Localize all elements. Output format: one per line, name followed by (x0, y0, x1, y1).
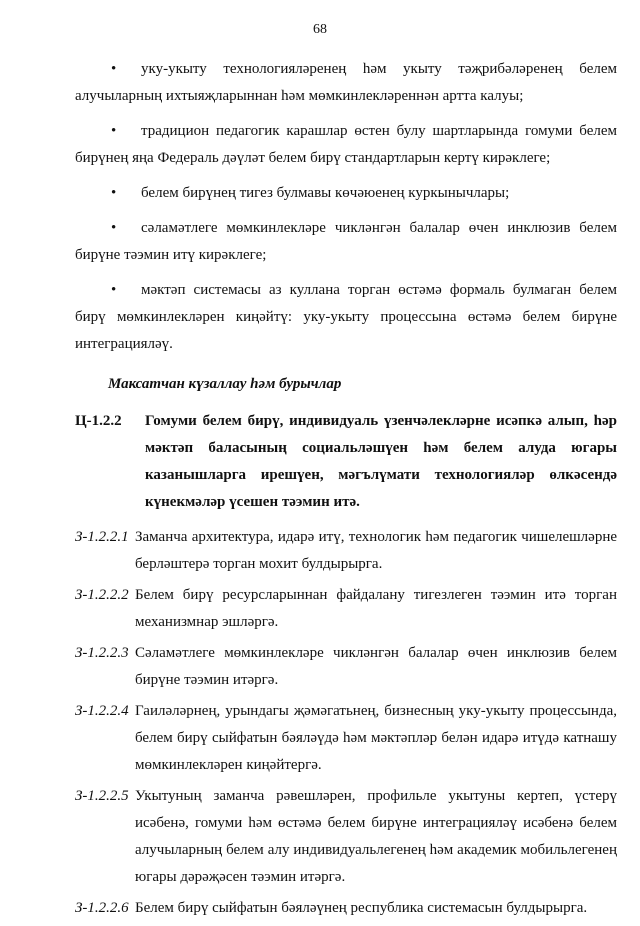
bullet-item (75, 118, 617, 172)
task-text: Белем бирү ресурсларыннан файдалану тигезлеген тәэмин итә торган механизмнар эшләргә. (135, 587, 617, 630)
task-code: З-1.2.2.2 (75, 587, 129, 603)
bullet-item (75, 180, 617, 207)
task-text: Сәламәтлеге мөмкинлекләре чикләнгән балалар өчен инклюзив белем бирүне тәэмин итәргә. (135, 645, 617, 688)
bullet-text-continuation: бирүнең яңа Федераль дәүләт белем бирү стандартларын кертү кирәклеге; (75, 150, 551, 166)
bullet-dot-icon: • (111, 282, 117, 298)
bullet-item (75, 277, 617, 358)
bullet-item (75, 56, 617, 110)
bullet-text-first-line: сәламәтлеге мөмкинлекләре чикләнгән балалар өчен инклюзив белем (141, 220, 617, 236)
task-text: Укытуның заманча рәвешләрен, профильле укытуны кертеп, үстерү исәбенә, гомуми һәм өстәмә белем бирүне интеграцияләү исәбенә белем алучыларның белем алу индивидуальлегенең һәм академик мобильлегенең югары дәрәҗәсен тәэмин итәргә. (135, 788, 617, 885)
task-item (75, 895, 617, 922)
task-item (75, 524, 617, 578)
task-item (75, 582, 617, 636)
goal-text: Гомуми белем бирү, индивидуаль үзенчәлекләрне исәпкә алып, һәр мәктәп баласының социальләшүен һәм белем алуда югары казанышларга ирешүен, мәгълүмати технологияләр өлкәсендә күнекмәләр үсешен тәэмин итә. (145, 413, 617, 510)
section-title: Максатчан күзаллау һәм бурычлар (108, 376, 342, 392)
bullet-dot-icon: • (111, 220, 117, 236)
bullet-text-first-line: белем бирүнең тигез булмавы көчәюенең куркынычлары; (141, 185, 510, 201)
task-code: З-1.2.2.6 (75, 900, 129, 916)
bullet-text-first-line: традицион педагогик карашлар өстен булу шартларында гомуми белем (141, 123, 617, 139)
bullet-text-first-line: мәктәп системасы аз куллана торган өстәмә формаль булмаган белем (141, 282, 617, 298)
task-item (75, 783, 617, 891)
goal-code: Ц-1.2.2 (75, 413, 122, 429)
bullet-text-continuation: бирү мөмкинлекләрен киңәйтү: уку-укыту процессына өстәмә белем бирүне интеграцияләү. (75, 309, 617, 352)
task-code: З-1.2.2.4 (75, 703, 129, 719)
task-text: Гаиләләрнең, урындагы җәмәгатьнең, бизнесның уку-укыту процессында, белем бирү сыйфатын бәяләүдә һәм мәктәпләр белән идарә итүдә катнашу мөмкинлекләрен киңәйтергә. (135, 703, 617, 773)
task-code: З-1.2.2.3 (75, 645, 129, 661)
bullet-text-first-line: уку-укыту технологияләренең һәм укыту тәҗрибәләренең белем (141, 61, 617, 77)
bullet-text-continuation: алучыларның ихтыяҗларыннан һәм мөмкинлекләреннән артта калуы; (75, 88, 524, 104)
bullet-dot-icon: • (111, 185, 117, 201)
page-number: 68 (313, 22, 327, 37)
task-code: З-1.2.2.5 (75, 788, 129, 804)
task-text: Заманча архитектура, идарә итү, технологик һәм педагогик чишелешләрне берләштерә торган мохит булдырырга. (135, 529, 617, 572)
bullet-dot-icon: • (111, 61, 117, 77)
task-item (75, 640, 617, 694)
bullet-item (75, 215, 617, 269)
bullet-dot-icon: • (111, 123, 117, 139)
goal-item (75, 408, 617, 516)
task-code: З-1.2.2.1 (75, 529, 129, 545)
task-text: Белем бирү сыйфатын бәяләүнең республика системасын булдырырга. (135, 900, 588, 916)
page-content (75, 56, 617, 926)
task-item (75, 698, 617, 779)
bullet-text-continuation: бирүне тәэмин итү кирәклеге; (75, 247, 267, 263)
